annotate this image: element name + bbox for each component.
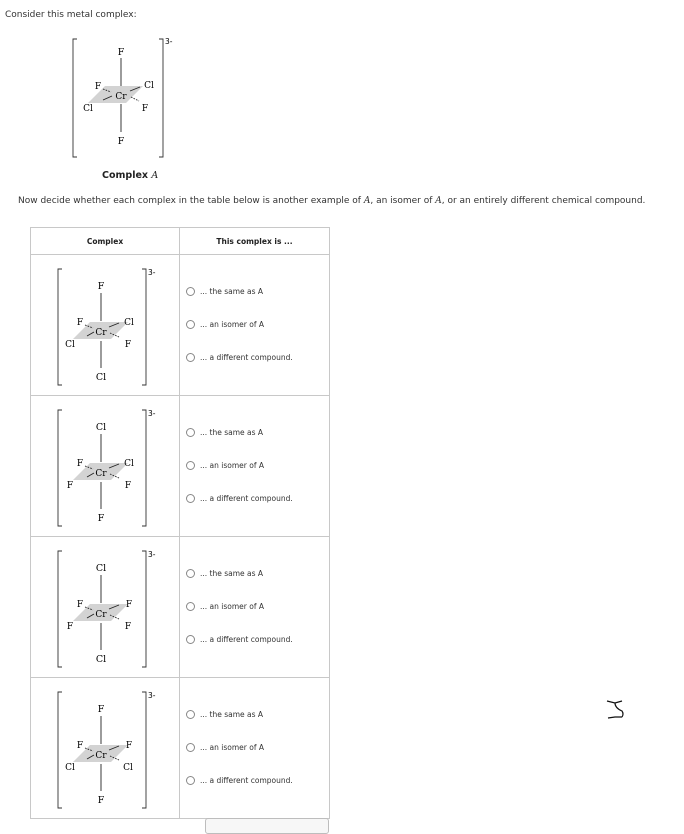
metal-center: Cr: [115, 92, 127, 102]
complex-structure: [31, 396, 180, 536]
radio-button[interactable]: [186, 494, 195, 503]
option-different[interactable]: [186, 633, 329, 645]
radio-button[interactable]: [186, 602, 195, 611]
ligand-top: Cl: [95, 422, 107, 433]
complex-table: [30, 227, 330, 819]
option-different[interactable]: [186, 351, 329, 363]
option-label: ... an isomer of A: [200, 319, 264, 329]
instruction-part3: , or an entirely different chemical compound.: [441, 196, 646, 206]
radio-button[interactable]: [186, 569, 195, 578]
ligand-left: Cl: [65, 763, 75, 773]
ligand-right: Cl: [123, 763, 133, 773]
metal-center: Cr: [95, 328, 107, 338]
option-label: ... a different compound.: [200, 493, 293, 503]
option-label: ... a different compound.: [200, 775, 293, 785]
ligand-back-right: Cl: [124, 318, 134, 328]
ligand-top: F: [97, 704, 105, 715]
option-label: ... an isomer of A: [200, 460, 264, 470]
ligand-right: F: [124, 481, 132, 491]
ligand-right: F: [124, 622, 132, 632]
complex-structure: [31, 255, 180, 395]
radio-button[interactable]: [186, 743, 195, 752]
complex-charge: 3-: [148, 550, 156, 559]
ligand-left: Cl: [65, 340, 75, 350]
radio-button[interactable]: [186, 353, 195, 362]
header-answer: This complex is ...: [180, 228, 330, 255]
option-same[interactable]: [186, 426, 329, 438]
ligand-front-left: F: [94, 82, 102, 92]
instruction-part1: Now decide whether each complex in the table below is another example of: [18, 196, 364, 206]
radio-button[interactable]: [186, 635, 195, 644]
complex-cell: [31, 537, 180, 678]
handwritten-annotation: [601, 694, 629, 730]
option-isomer[interactable]: [186, 600, 329, 612]
ligand-top: F: [117, 47, 125, 58]
answer-cell: [180, 537, 330, 678]
instruction-text: [18, 196, 645, 206]
option-isomer[interactable]: [186, 741, 329, 753]
option-label: ... a different compound.: [200, 634, 293, 644]
metal-center: Cr: [95, 751, 107, 761]
ligand-front-left: F: [76, 600, 84, 610]
option-label: ... a different compound.: [200, 352, 293, 362]
option-label: ... the same as A: [200, 427, 264, 437]
option-label: ... the same as A: [200, 286, 264, 296]
ligand-front-left: F: [76, 741, 84, 751]
answer-cell: [180, 396, 330, 537]
option-isomer[interactable]: [186, 459, 329, 471]
option-different[interactable]: [186, 492, 329, 504]
answer-options: [180, 678, 329, 786]
option-same[interactable]: [186, 285, 329, 297]
table-row: [31, 678, 330, 819]
instruction-part2: , an isomer of: [370, 196, 436, 206]
answer-options: [180, 255, 329, 363]
instruction-a1: A: [363, 196, 371, 206]
table-row: [31, 396, 330, 537]
ligand-front-left: F: [76, 318, 84, 328]
ligand-right: F: [141, 104, 149, 114]
ligand-back-right: Cl: [144, 81, 154, 91]
ligand-back-right: F: [125, 741, 133, 751]
option-label: ... the same as A: [200, 568, 264, 578]
radio-button[interactable]: [186, 320, 195, 329]
answer-panel-edge[interactable]: [205, 818, 329, 834]
radio-button[interactable]: [186, 710, 195, 719]
complex-cell: [31, 678, 180, 819]
complex-charge: 3-: [148, 691, 156, 700]
radio-button[interactable]: [186, 461, 195, 470]
table-row: [31, 255, 330, 396]
ligand-bottom: F: [117, 136, 125, 147]
metal-center: Cr: [95, 610, 107, 620]
complex-a-caption: [102, 170, 158, 181]
metal-center: Cr: [95, 469, 107, 479]
complex-structure: [31, 537, 180, 677]
instruction-a2: A: [435, 196, 442, 206]
answer-options: [180, 537, 329, 645]
option-label: ... an isomer of A: [200, 601, 264, 611]
caption-prefix: Complex: [102, 170, 152, 181]
table-row: [31, 537, 330, 678]
radio-button[interactable]: [186, 428, 195, 437]
radio-button[interactable]: [186, 287, 195, 296]
ligand-bottom: Cl: [95, 372, 107, 383]
ligand-back-right: F: [125, 600, 133, 610]
ligand-bottom: F: [97, 513, 105, 524]
complex-charge: 3-: [165, 37, 173, 46]
complex-charge: 3-: [148, 409, 156, 418]
answer-options: [180, 396, 329, 504]
complex-structure: [31, 678, 180, 818]
complex-cell: [31, 396, 180, 537]
option-isomer[interactable]: [186, 318, 329, 330]
answer-cell: [180, 255, 330, 396]
option-label: ... an isomer of A: [200, 742, 264, 752]
ligand-right: F: [124, 340, 132, 350]
header-complex: Complex: [31, 228, 180, 255]
ligand-front-left: F: [76, 459, 84, 469]
ligand-left: F: [66, 622, 74, 632]
ligand-left: F: [66, 481, 74, 491]
complex-charge: 3-: [148, 268, 156, 277]
caption-name: A: [151, 170, 159, 181]
option-label: ... the same as A: [200, 709, 264, 719]
complex-cell: [31, 255, 180, 396]
ligand-back-right: Cl: [124, 459, 134, 469]
option-same[interactable]: [186, 567, 329, 579]
ligand-bottom: F: [97, 795, 105, 806]
radio-button[interactable]: [186, 776, 195, 785]
option-same[interactable]: [186, 708, 329, 720]
ligand-left: Cl: [83, 104, 93, 114]
ligand-bottom: Cl: [95, 654, 107, 665]
intro-text: Consider this metal complex:: [5, 10, 137, 20]
complex-a-structure: [65, 33, 205, 161]
option-different[interactable]: [186, 774, 329, 786]
answer-cell: [180, 678, 330, 819]
ligand-top: F: [97, 281, 105, 292]
ligand-top: Cl: [95, 563, 107, 574]
